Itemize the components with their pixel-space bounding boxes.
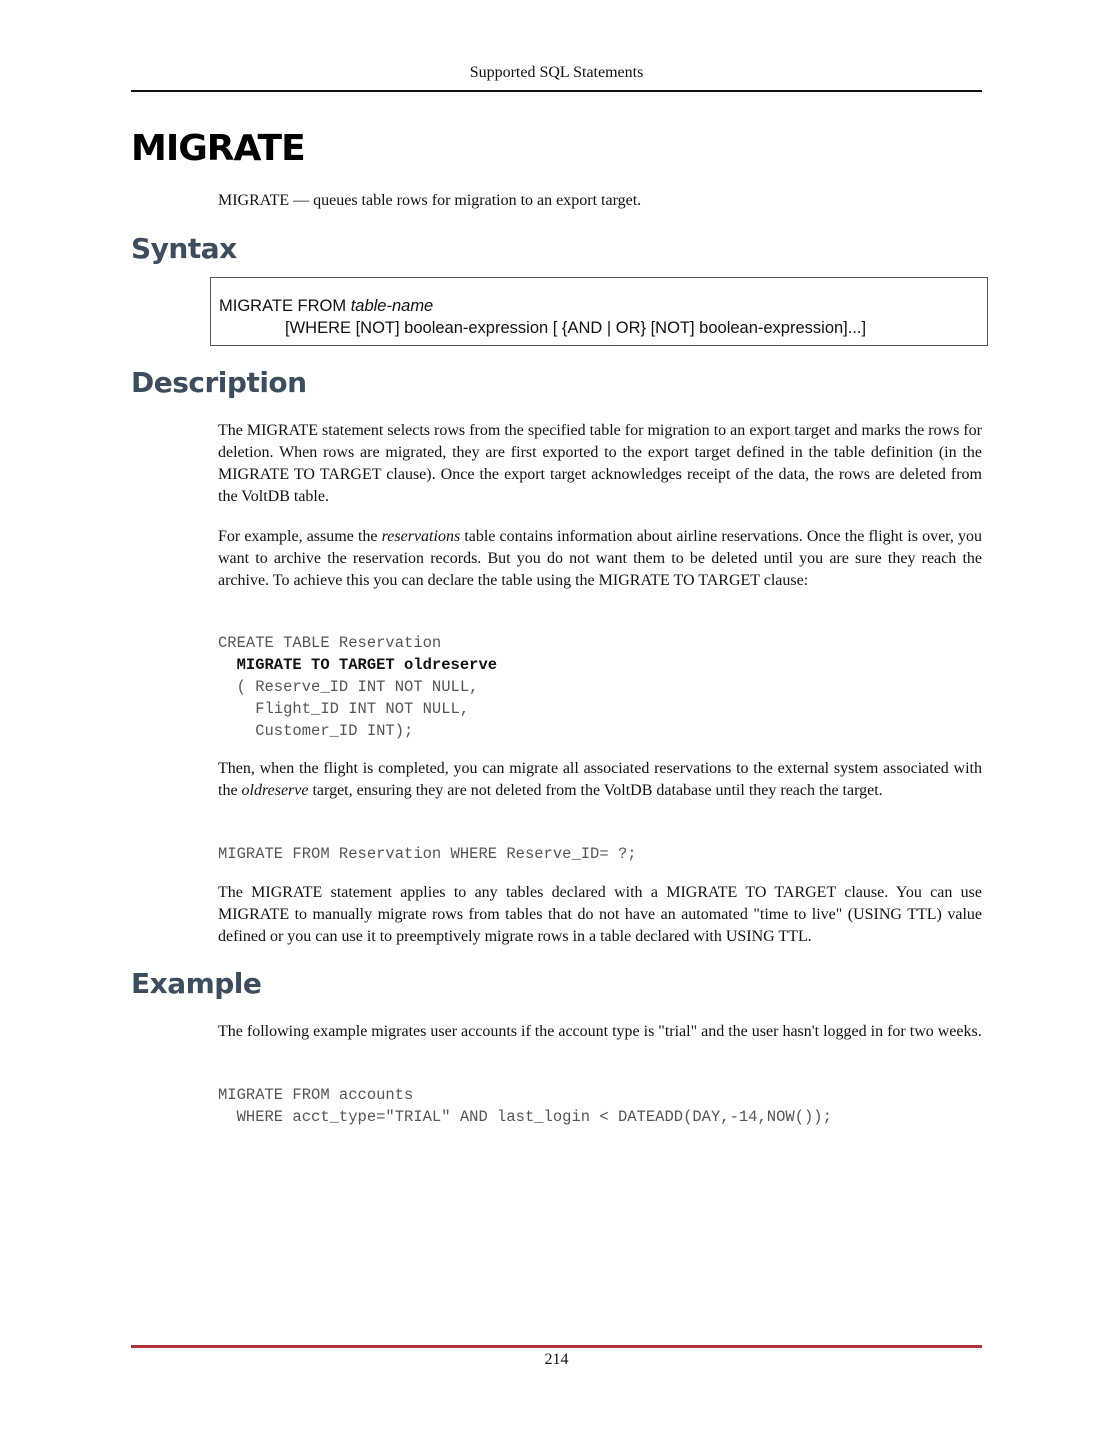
- code-line-bold: MIGRATE TO TARGET oldreserve: [218, 656, 498, 674]
- code-line: ( Reserve_ID INT NOT NULL,: [218, 678, 479, 696]
- code-block-create-table: [218, 632, 497, 742]
- code-line: Customer_ID INT);: [218, 722, 414, 740]
- code-line: WHERE acct_type="TRIAL" AND last_login < DATEADD(DAY,-14,NOW());: [218, 1108, 832, 1126]
- running-header: Supported SQL Statements: [469, 64, 644, 81]
- text: For example, assume the: [218, 528, 382, 545]
- page-title: MIGRATE: [131, 128, 305, 169]
- summary: MIGRATE — queues table rows for migration to an export target.: [218, 192, 642, 209]
- syntax-table-name: table-name: [350, 297, 434, 315]
- page-number: 214: [544, 1351, 569, 1368]
- code-block-example: [218, 1084, 832, 1128]
- syntax-box: [210, 277, 988, 346]
- syntax-heading: Syntax: [131, 232, 237, 265]
- example-heading: Example: [131, 967, 262, 1000]
- text: Then, when the flight is completed, you can migrate all associated reservations to the external system associated with the: [218, 760, 982, 799]
- footer-rule: [131, 1345, 982, 1348]
- text: target, ensuring they are not deleted from the VoltDB database until they reach the target.: [308, 782, 883, 799]
- code-line: Flight_ID INT NOT NULL,: [218, 700, 470, 718]
- text: table contains information about airline reservations. Once the flight is over, you want to archive the reservation records. But you do not want them to be deleted until you are sure they reach the archive. To achieve this you can declare the table using the MIGRATE TO TARGET clause:: [218, 528, 982, 589]
- header-rule: [131, 90, 982, 92]
- description-paragraph-4: The MIGRATE statement applies to any tables declared with a MIGRATE TO TARGET clause. You can use MIGRATE to manually migrate rows from tables that do not have an automated "time to live" (USING TTL) value defined or you can use it to preemptively migrate rows in a table declared with USING TTL.: [218, 884, 982, 945]
- description-heading: Description: [131, 366, 307, 399]
- description-paragraph-2: [218, 526, 982, 592]
- description-paragraph-3: [218, 758, 982, 802]
- code-line: CREATE TABLE Reservation: [218, 634, 442, 652]
- code-line: MIGRATE FROM accounts: [218, 1086, 414, 1104]
- emphasis: reservations: [381, 528, 461, 545]
- syntax-line2: [WHERE [NOT] boolean-expression [ {AND | OR} [NOT] boolean-expression]...]: [285, 319, 867, 337]
- syntax-line1: MIGRATE FROM: [219, 297, 351, 315]
- description-paragraph-1: The MIGRATE statement selects rows from the specified table for migration to an export target and marks the rows for deletion. When rows are migrated, they are first exported to the export target defined in the table definition (in the MIGRATE TO TARGET clause). Once the export target acknowledges receipt of the data, the rows are deleted from the VoltDB table.: [218, 422, 982, 505]
- code-block-migrate: MIGRATE FROM Reservation WHERE Reserve_ID= ?;: [218, 845, 637, 863]
- example-paragraph: The following example migrates user accounts if the account type is "trial" and the user hasn't logged in for two weeks.: [218, 1023, 982, 1040]
- emphasis: oldreserve: [241, 782, 309, 799]
